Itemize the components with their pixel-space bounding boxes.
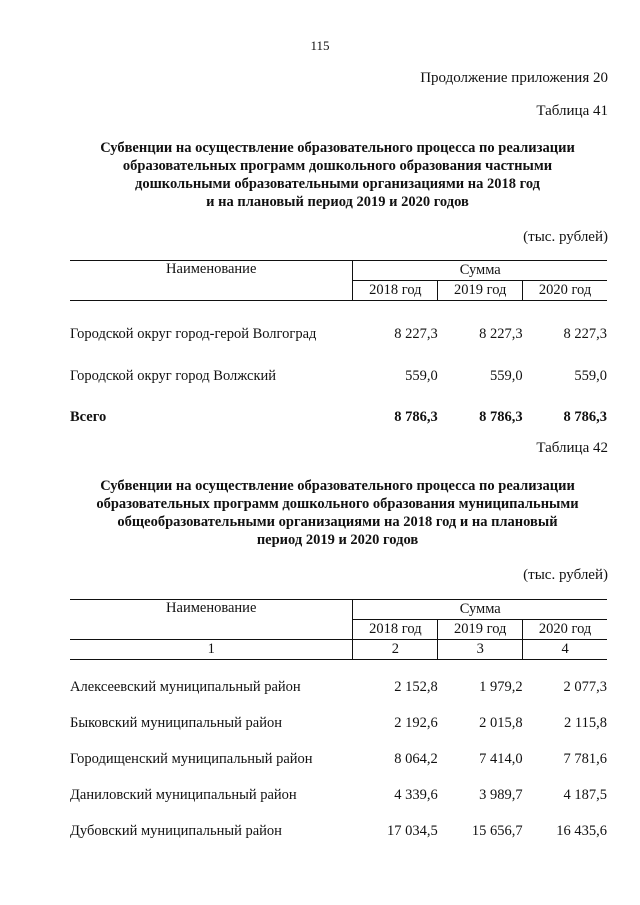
appendix-continuation: Продолжение приложения 20 bbox=[420, 70, 608, 86]
row-value: 2 015,8 bbox=[479, 715, 523, 731]
row-value: 7 781,6 bbox=[563, 751, 607, 767]
header-sum: Сумма bbox=[353, 261, 607, 281]
column-number: 3 bbox=[438, 640, 523, 660]
header-year: 2019 год bbox=[438, 620, 523, 640]
header-year: 2018 год bbox=[353, 281, 438, 301]
row-value: 15 656,7 bbox=[471, 823, 523, 839]
table-42-units: (тыс. рублей) bbox=[523, 567, 608, 583]
row-name: Городищенский муниципальный район bbox=[70, 751, 313, 767]
row-name: Дубовский муниципальный район bbox=[70, 823, 282, 839]
row-value: 2 077,3 bbox=[563, 679, 607, 695]
row-value: 7 414,0 bbox=[479, 751, 523, 767]
table-41-title-line: дошкольными образовательными организациями на 2018 год bbox=[134, 176, 541, 192]
table-42-title-line: общеобразовательными организациями на 2018 год и на плановый bbox=[117, 514, 558, 530]
table-row bbox=[70, 750, 607, 769]
row-value: 559,0 bbox=[490, 367, 523, 384]
table-42-title bbox=[70, 477, 605, 549]
column-number: 1 bbox=[70, 640, 353, 660]
column-number: 2 bbox=[353, 640, 438, 660]
row-name: Даниловский муниципальный район bbox=[70, 787, 297, 803]
page-number: 115 bbox=[310, 38, 330, 53]
header-sum: Сумма bbox=[353, 600, 607, 620]
table-row bbox=[70, 786, 607, 805]
row-value: 8 227,3 bbox=[394, 325, 438, 342]
table-41-title-line: и на плановый период 2019 и 2020 годов bbox=[206, 194, 469, 210]
row-name: Алексеевский муниципальный район bbox=[70, 679, 301, 695]
row-value: 8 227,3 bbox=[479, 325, 523, 342]
header-name: Наименование bbox=[70, 600, 353, 640]
total-value: 8 786,3 bbox=[479, 408, 523, 425]
total-row bbox=[70, 407, 607, 427]
row-value: 8 227,3 bbox=[563, 325, 607, 342]
table-41-label: Таблица 41 bbox=[536, 103, 608, 119]
table-41-title-line: образовательных программ дошкольного образования частными bbox=[122, 158, 553, 174]
table-41 bbox=[70, 260, 607, 427]
column-number: 4 bbox=[523, 640, 607, 660]
row-value: 4 339,6 bbox=[394, 787, 438, 803]
table-row bbox=[70, 324, 607, 344]
row-value: 17 034,5 bbox=[387, 823, 438, 839]
table-42 bbox=[70, 599, 607, 841]
table-row bbox=[70, 822, 607, 841]
row-value: 16 435,6 bbox=[556, 823, 607, 839]
row-value: 559,0 bbox=[574, 367, 607, 384]
row-value: 559,0 bbox=[405, 367, 438, 384]
table-41-title-line: Субвенции на осуществление образовательного процесса по реализации bbox=[100, 140, 575, 156]
row-name: Городской округ город-герой Волгоград bbox=[70, 325, 317, 342]
row-value: 2 152,8 bbox=[394, 679, 438, 695]
total-value: 8 786,3 bbox=[563, 408, 607, 425]
header-year: 2020 год bbox=[523, 620, 607, 640]
total-name: Всего bbox=[70, 408, 107, 425]
table-row bbox=[70, 678, 607, 697]
header-name: Наименование bbox=[70, 261, 353, 301]
row-value: 1 979,2 bbox=[479, 679, 523, 695]
header-year: 2019 год bbox=[438, 281, 523, 301]
table-row bbox=[70, 366, 607, 386]
row-name: Городской округ город Волжский bbox=[70, 367, 277, 384]
table-row bbox=[70, 714, 607, 733]
table-42-title-line: образовательных программ дошкольного образования муниципальными bbox=[96, 496, 579, 512]
table-41-title bbox=[70, 139, 605, 211]
row-value: 3 989,7 bbox=[479, 787, 523, 803]
total-value: 8 786,3 bbox=[394, 408, 438, 425]
header-year: 2020 год bbox=[523, 281, 607, 301]
table-41-units: (тыс. рублей) bbox=[523, 229, 608, 245]
row-value: 2 115,8 bbox=[564, 715, 607, 731]
row-value: 2 192,6 bbox=[394, 715, 438, 731]
table-42-label: Таблица 42 bbox=[536, 440, 608, 456]
table-42-title-line: период 2019 и 2020 годов bbox=[256, 532, 419, 548]
row-value: 8 064,2 bbox=[394, 751, 438, 767]
row-value: 4 187,5 bbox=[563, 787, 607, 803]
header-year: 2018 год bbox=[353, 620, 438, 640]
row-name: Быковский муниципальный район bbox=[70, 715, 282, 731]
table-42-title-line: Субвенции на осуществление образовательного процесса по реализации bbox=[100, 478, 575, 494]
